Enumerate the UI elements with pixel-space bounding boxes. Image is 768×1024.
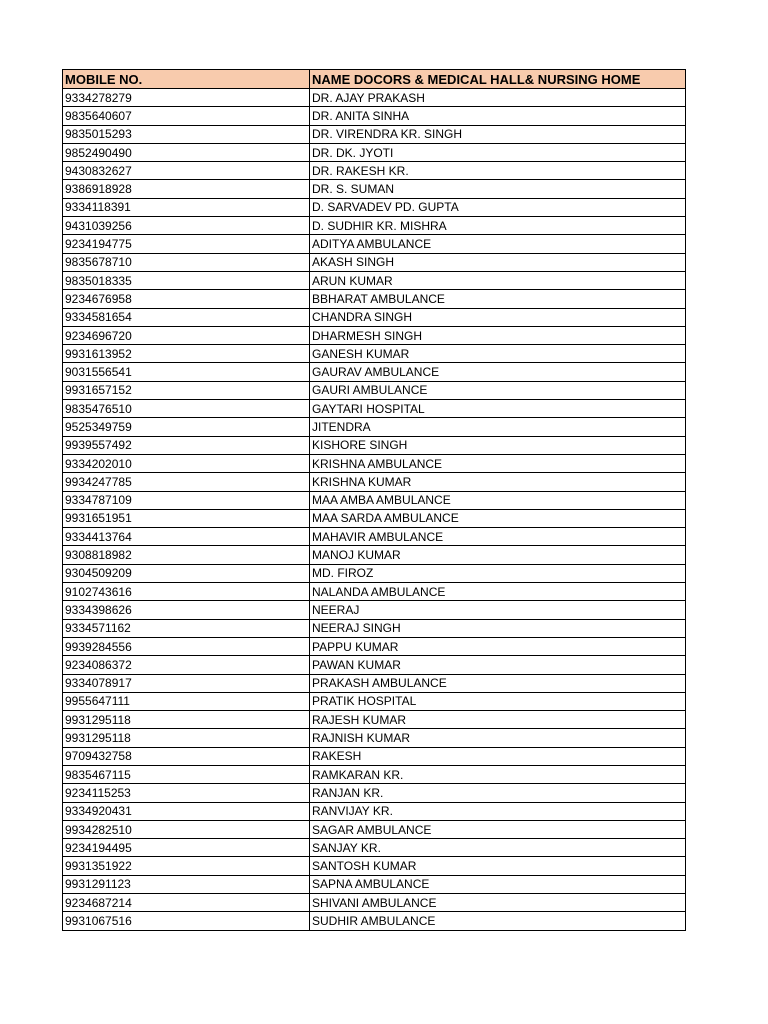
table-row (63, 692, 686, 710)
mobile-number-cell: 9334278279 (63, 89, 310, 107)
contact-name-cell: KISHORE SINGH (310, 436, 686, 454)
table-row (63, 308, 686, 326)
contact-name-cell: MAHAVIR AMBULANCE (310, 528, 686, 546)
table-row (63, 894, 686, 912)
name-column-header: NAME DOCORS & MEDICAL HALL& NURSING HOME (310, 70, 686, 89)
contact-name-cell: MANOJ KUMAR (310, 546, 686, 564)
mobile-number-cell: 9931295118 (63, 729, 310, 747)
mobile-number-cell: 9931351922 (63, 857, 310, 875)
contact-name-cell: DHARMESH SINGH (310, 326, 686, 344)
table-row (63, 271, 686, 289)
contact-name-cell: SHIVANI AMBULANCE (310, 894, 686, 912)
contact-name-cell: GAURAV AMBULANCE (310, 363, 686, 381)
table-row (63, 363, 686, 381)
contact-name-cell: ARUN KUMAR (310, 271, 686, 289)
table-row (63, 857, 686, 875)
contact-name-cell: RAJESH KUMAR (310, 711, 686, 729)
table-row (63, 326, 686, 344)
mobile-number-cell: 9234194775 (63, 235, 310, 253)
contact-name-cell: SANTOSH KUMAR (310, 857, 686, 875)
table-row (63, 656, 686, 674)
table-row (63, 747, 686, 765)
mobile-number-cell: 9234696720 (63, 326, 310, 344)
contact-name-cell: D. SUDHIR KR. MISHRA (310, 217, 686, 235)
table-row (63, 107, 686, 125)
mobile-number-cell: 9431039256 (63, 217, 310, 235)
mobile-number-cell: 9934282510 (63, 820, 310, 838)
mobile-number-cell: 9931067516 (63, 912, 310, 930)
mobile-number-cell: 9334078917 (63, 674, 310, 692)
table-row (63, 381, 686, 399)
mobile-number-cell: 9835640607 (63, 107, 310, 125)
mobile-number-cell: 9334920431 (63, 802, 310, 820)
table-row (63, 546, 686, 564)
table-row (63, 875, 686, 893)
table-row (63, 125, 686, 143)
contact-name-cell: RAMKARAN KR. (310, 765, 686, 783)
mobile-number-cell: 9939557492 (63, 436, 310, 454)
mobile-number-cell: 9709432758 (63, 747, 310, 765)
table-row (63, 491, 686, 509)
table-row (63, 509, 686, 527)
mobile-number-cell: 9835678710 (63, 253, 310, 271)
contact-name-cell: GAURI AMBULANCE (310, 381, 686, 399)
table-row (63, 180, 686, 198)
contact-name-cell: SANJAY KR. (310, 839, 686, 857)
contact-table (62, 69, 686, 931)
table-row (63, 162, 686, 180)
table-row (63, 784, 686, 802)
table-row (63, 528, 686, 546)
table-row (63, 400, 686, 418)
contact-name-cell: D. SARVADEV PD. GUPTA (310, 198, 686, 216)
table-row (63, 839, 686, 857)
mobile-number-cell: 9835018335 (63, 271, 310, 289)
table-row (63, 454, 686, 472)
table-row (63, 235, 686, 253)
table-row (63, 802, 686, 820)
contact-name-cell: DR. DK. JYOTI (310, 143, 686, 161)
contact-name-cell: SUDHIR AMBULANCE (310, 912, 686, 930)
contact-name-cell: JITENDRA (310, 418, 686, 436)
contact-name-cell: NEERAJ SINGH (310, 619, 686, 637)
table-row (63, 198, 686, 216)
contact-name-cell: AKASH SINGH (310, 253, 686, 271)
mobile-number-cell: 9308818982 (63, 546, 310, 564)
table-row (63, 765, 686, 783)
mobile-number-cell: 9334118391 (63, 198, 310, 216)
contact-name-cell: DR. VIRENDRA KR. SINGH (310, 125, 686, 143)
contact-name-cell: RANVIJAY KR. (310, 802, 686, 820)
contact-name-cell: SAGAR AMBULANCE (310, 820, 686, 838)
contact-name-cell: GANESH KUMAR (310, 345, 686, 363)
table-body (63, 89, 686, 931)
mobile-number-cell: 9234194495 (63, 839, 310, 857)
table-row (63, 601, 686, 619)
mobile-number-cell: 9334398626 (63, 601, 310, 619)
mobile-number-cell: 9430832627 (63, 162, 310, 180)
mobile-number-cell: 9939284556 (63, 637, 310, 655)
mobile-number-cell: 9334787109 (63, 491, 310, 509)
contact-name-cell: NALANDA AMBULANCE (310, 583, 686, 601)
mobile-number-cell: 9234687214 (63, 894, 310, 912)
mobile-number-cell: 9102743616 (63, 583, 310, 601)
contact-name-cell: ADITYA AMBULANCE (310, 235, 686, 253)
contact-name-cell: DR. ANITA SINHA (310, 107, 686, 125)
table-row (63, 143, 686, 161)
mobile-number-cell: 9931613952 (63, 345, 310, 363)
mobile-number-cell: 9931651951 (63, 509, 310, 527)
table-row (63, 290, 686, 308)
table-row (63, 436, 686, 454)
table-row (63, 729, 686, 747)
table-row (63, 217, 686, 235)
table-row (63, 564, 686, 582)
mobile-number-cell: 9334413764 (63, 528, 310, 546)
mobile-number-cell: 9852490490 (63, 143, 310, 161)
contact-name-cell: RAKESH (310, 747, 686, 765)
mobile-number-cell: 9931657152 (63, 381, 310, 399)
mobile-number-cell: 9835467115 (63, 765, 310, 783)
contact-name-cell: KRISHNA AMBULANCE (310, 454, 686, 472)
mobile-number-cell: 9334581654 (63, 308, 310, 326)
contact-name-cell: SAPNA AMBULANCE (310, 875, 686, 893)
contact-name-cell: DR. RAKESH KR. (310, 162, 686, 180)
mobile-number-cell: 9234086372 (63, 656, 310, 674)
mobile-number-cell: 9931291123 (63, 875, 310, 893)
contact-name-cell: MAA AMBA AMBULANCE (310, 491, 686, 509)
mobile-number-cell: 9031556541 (63, 363, 310, 381)
table-row (63, 345, 686, 363)
contact-name-cell: CHANDRA SINGH (310, 308, 686, 326)
table-row (63, 418, 686, 436)
contact-name-cell: NEERAJ (310, 601, 686, 619)
contact-name-cell: PAWAN KUMAR (310, 656, 686, 674)
contact-name-cell: GAYTARI HOSPITAL (310, 400, 686, 418)
header-row (63, 70, 686, 89)
contact-name-cell: RAJNISH KUMAR (310, 729, 686, 747)
mobile-number-cell: 9334571162 (63, 619, 310, 637)
contact-name-cell: BBHARAT AMBULANCE (310, 290, 686, 308)
mobile-number-cell: 9931295118 (63, 711, 310, 729)
mobile-number-cell: 9934247785 (63, 473, 310, 491)
table-row (63, 619, 686, 637)
contact-name-cell: PAPPU KUMAR (310, 637, 686, 655)
mobile-number-cell: 9386918928 (63, 180, 310, 198)
table-row (63, 637, 686, 655)
mobile-number-cell: 9835476510 (63, 400, 310, 418)
table-row (63, 711, 686, 729)
mobile-column-header: MOBILE NO. (63, 70, 310, 89)
contact-name-cell: RANJAN KR. (310, 784, 686, 802)
contact-name-cell: DR. S. SUMAN (310, 180, 686, 198)
contact-name-cell: PRATIK HOSPITAL (310, 692, 686, 710)
mobile-number-cell: 9525349759 (63, 418, 310, 436)
contact-name-cell: MAA SARDA AMBULANCE (310, 509, 686, 527)
mobile-number-cell: 9304509209 (63, 564, 310, 582)
table-row (63, 820, 686, 838)
table-header (63, 70, 686, 89)
table-row (63, 89, 686, 107)
contact-name-cell: KRISHNA KUMAR (310, 473, 686, 491)
table-row (63, 253, 686, 271)
table-row (63, 912, 686, 930)
contact-name-cell: PRAKASH AMBULANCE (310, 674, 686, 692)
mobile-number-cell: 9334202010 (63, 454, 310, 472)
mobile-number-cell: 9835015293 (63, 125, 310, 143)
contact-name-cell: DR. AJAY PRAKASH (310, 89, 686, 107)
table-row (63, 473, 686, 491)
mobile-number-cell: 9234676958 (63, 290, 310, 308)
mobile-number-cell: 9234115253 (63, 784, 310, 802)
table-row (63, 583, 686, 601)
contact-name-cell: MD. FIROZ (310, 564, 686, 582)
table-row (63, 674, 686, 692)
mobile-number-cell: 9955647111 (63, 692, 310, 710)
